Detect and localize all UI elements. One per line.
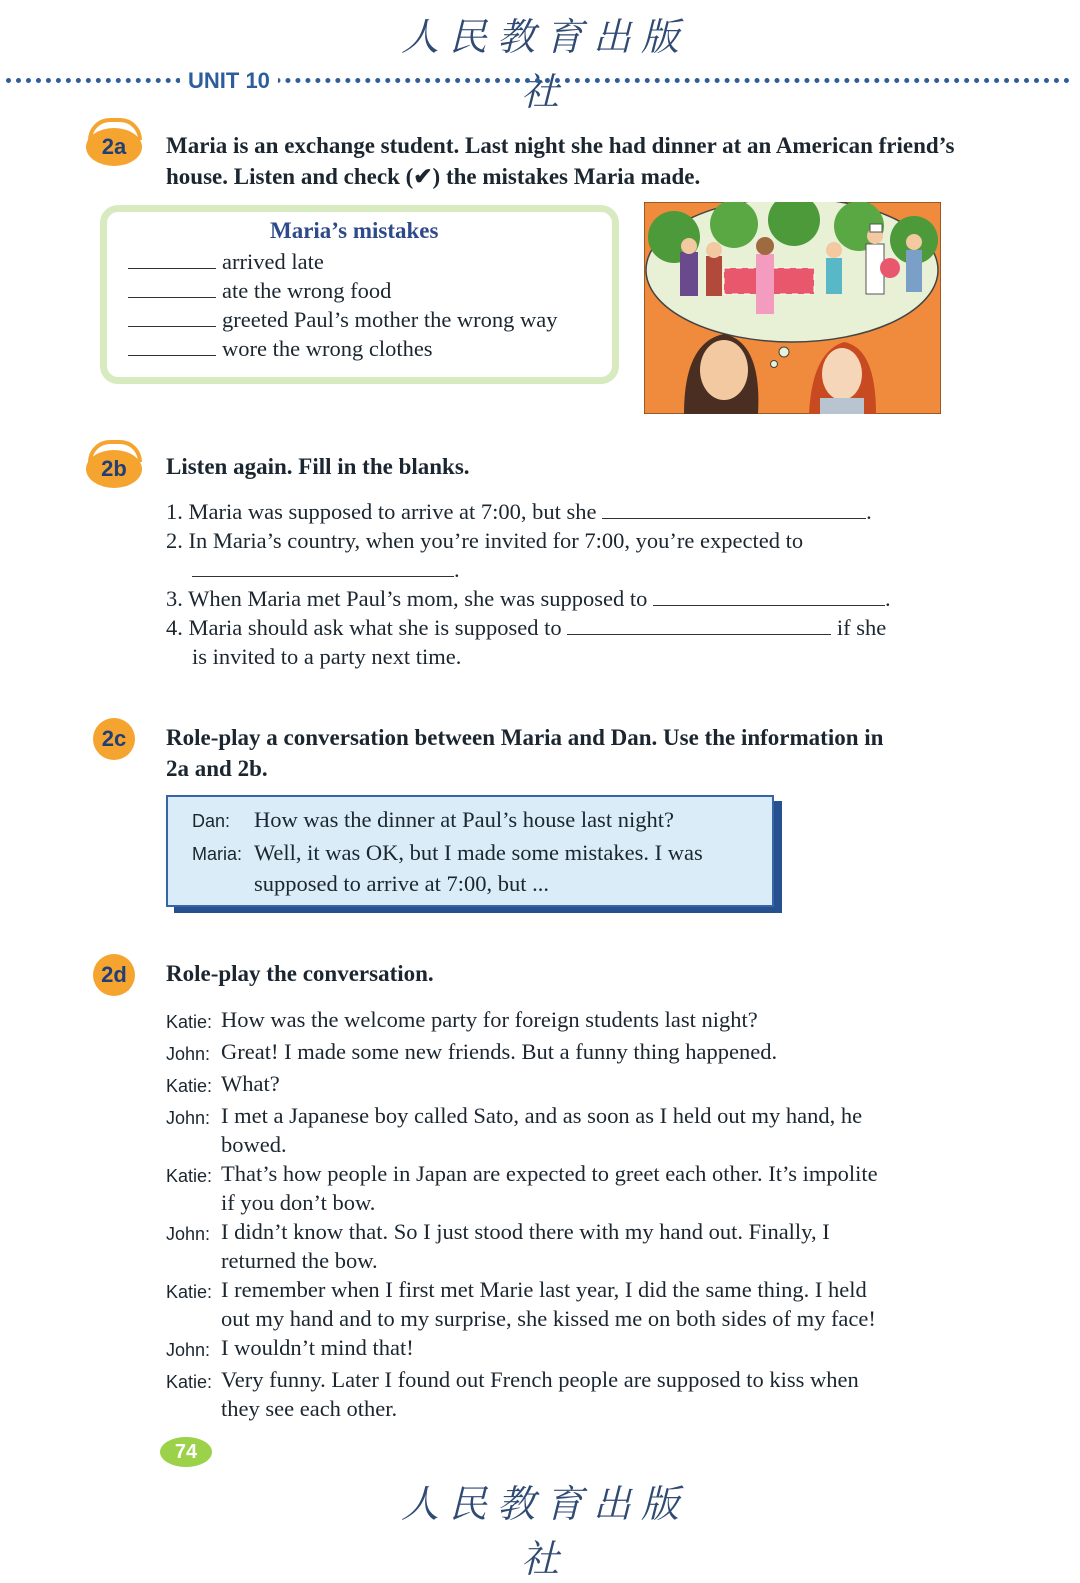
header-dotted-rule	[6, 78, 1070, 83]
instruction-2c: Role-play a conversation between Maria and Dan. Use the information in 2a and 2b.	[166, 725, 884, 781]
speaker-label: John:	[166, 1340, 211, 1360]
speaker-label: John:	[166, 1108, 211, 1128]
mistake-item: wore the wrong clothes	[128, 334, 598, 363]
speaker-label: Katie:	[166, 1012, 213, 1032]
dialog-line: Maria: Well, it was OK, but I made some mistakes. I was supposed to arrive at 7:00, but ...	[192, 837, 752, 899]
question-3: 3. When Maria met Paul’s mom, she was supposed to .	[166, 586, 891, 611]
check-blank[interactable]	[128, 268, 216, 269]
fill-in-questions	[166, 497, 946, 671]
answer-blank[interactable]	[567, 634, 831, 635]
answer-blank[interactable]	[192, 576, 454, 577]
mistakes-box-title: Maria’s mistakes	[270, 218, 439, 243]
dialog-line: Katie: That’s how people in Japan are expected to greet each other. It’s impolite if you don’t bow.	[166, 1161, 878, 1215]
speaker-label: Dan:	[192, 811, 231, 831]
dialog-2c	[192, 804, 752, 899]
question-1: 1. Maria was supposed to arrive at 7:00, but she .	[166, 499, 872, 524]
instruction-2b: Listen again. Fill in the blanks.	[166, 454, 470, 479]
section-badge-2d: 2d	[93, 954, 135, 996]
speaker-label: Katie:	[166, 1372, 213, 1392]
speaker-label: Maria:	[192, 844, 243, 864]
mistake-item: arrived late	[128, 247, 598, 276]
mistake-item: greeted Paul’s mother the wrong way	[128, 305, 598, 334]
section-badge-2c: 2c	[93, 718, 135, 760]
question-4-line2: is invited to a party next time.	[192, 644, 462, 669]
dialog-line: Katie: What?	[166, 1069, 956, 1101]
page-number: 74	[160, 1437, 212, 1467]
question-2-line2: .	[166, 555, 946, 584]
publisher-logo-footer: 人民教育出版社	[400, 1482, 689, 1581]
dialog-line: Katie: Very funny. Later I found out French people are supposed to kiss when they see each other.	[166, 1367, 859, 1421]
speaker-label: Katie:	[166, 1166, 213, 1186]
speaker-label: Katie:	[166, 1076, 213, 1096]
speaker-label: John:	[166, 1044, 211, 1064]
check-blank[interactable]	[128, 355, 216, 356]
dialog-line: John: I didn’t know that. So I just stood there with my hand out. Finally, I returned the bow.	[166, 1219, 830, 1273]
mistake-item: ate the wrong food	[128, 276, 598, 305]
dialog-line: Dan: How was the dinner at Paul’s house last night?	[192, 804, 752, 837]
unit-title: UNIT 10	[180, 68, 278, 94]
speaker-label: Katie:	[166, 1282, 213, 1302]
answer-blank[interactable]	[602, 518, 866, 519]
instruction-2d: Role-play the conversation.	[166, 961, 434, 986]
dialog-line: John: I met a Japanese boy called Sato, and as soon as I held out my hand, he bowed.	[166, 1103, 863, 1157]
dialog-line: John: I wouldn’t mind that!	[166, 1333, 956, 1365]
section-badge-2a: 2a	[86, 128, 142, 166]
answer-blank[interactable]	[653, 605, 885, 606]
check-blank[interactable]	[128, 326, 216, 327]
question-2: 2. In Maria’s country, when you’re invited for 7:00, you’re expected to	[166, 528, 804, 553]
party-illustration	[644, 202, 941, 414]
dialog-line: Katie: I remember when I first met Marie last year, I did the same thing. I held out my hand and to my surprise, she kissed me on both sides of my face!	[166, 1277, 876, 1331]
check-blank[interactable]	[128, 297, 216, 298]
instruction-2a: Maria is an exchange student. Last night she had dinner at an American friend’s house. Listen and check (✔) the mistakes Maria made.	[166, 133, 955, 189]
mistakes-list	[128, 247, 598, 363]
question-4: 4. Maria should ask what she is supposed to if she	[166, 615, 887, 640]
dialog-line: John: Great! I made some new friends. But a funny thing happened.	[166, 1037, 956, 1069]
speaker-label: John:	[166, 1224, 211, 1244]
dialog-2d	[166, 1005, 956, 1423]
section-badge-2b: 2b	[86, 450, 142, 488]
publisher-logo-header: 人民教育出版社	[400, 15, 689, 114]
dialog-line: Katie: How was the welcome party for foreign students last night?	[166, 1005, 956, 1037]
